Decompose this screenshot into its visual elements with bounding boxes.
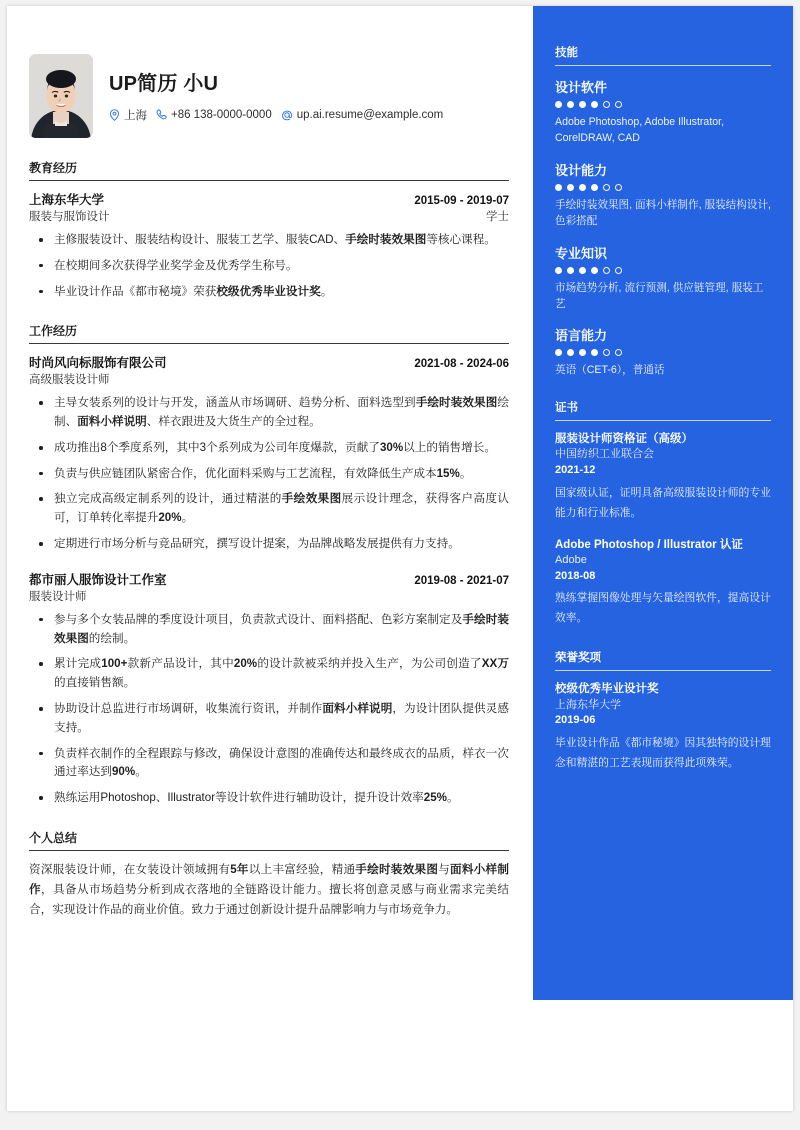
credential-description: 熟练掌握图像处理与矢量绘图软件，提高设计效率。 (555, 592, 771, 625)
skill-level-dot (555, 101, 562, 108)
skill-name: 语言能力 (555, 328, 608, 344)
at-email-icon (281, 109, 293, 121)
sidebar-title-certificates: 证书 (555, 399, 771, 421)
skill-item (555, 160, 771, 230)
skill-item (555, 77, 771, 147)
skill-level-dot (555, 349, 562, 356)
work-title: 高级服装设计师 (29, 374, 110, 387)
credential-title: 校级优秀毕业设计奖 (555, 683, 659, 696)
work-bullets (29, 394, 509, 553)
skill-name: 设计能力 (555, 162, 608, 178)
section-summary (29, 829, 509, 920)
skill-level-dot (603, 184, 610, 191)
skill-level-dot (615, 267, 622, 274)
section-title-summary: 个人总结 (29, 829, 509, 851)
contact-phone-text: +86 138-0000-0000 (171, 108, 272, 121)
main-column (7, 6, 533, 1111)
list-item: 负责样衣制作的全程跟踪与修改，确保设计意图的准确传达和最终成衣的品质，样衣一次通过率达到90%。 (29, 745, 509, 783)
skill-level-dot (567, 184, 574, 191)
list-item: 负责与供应链团队紧密合作，优化面料采购与工艺流程，有效降低生产成本15%。 (29, 465, 509, 484)
skill-level-dot (555, 184, 562, 191)
skill-level-dot (567, 349, 574, 356)
sidebar (533, 6, 793, 1000)
credential-item (555, 538, 771, 630)
work-entry (29, 570, 509, 808)
credential-description: 国家级认证，证明具备高级服装设计师的专业能力和行业标准。 (555, 486, 771, 519)
education-degree: 学士 (486, 211, 509, 223)
credential-item (555, 682, 771, 774)
skill-detail: Adobe Photoshop, Adobe Illustrator, CorelDRAW, CAD (555, 116, 725, 145)
sidebar-section-skills (555, 44, 771, 379)
page-title: UP简历 小U (109, 72, 219, 95)
skill-level (555, 101, 771, 108)
skill-level (555, 267, 771, 274)
skill-level-dot (591, 101, 598, 108)
award-list (555, 682, 771, 774)
skill-level-dot (591, 267, 598, 274)
list-item: 主导女装系列的设计与开发，涵盖从市场调研、趋势分析、面料选型到手绘时装效果图绘制、面料小样说明、样衣跟进及大货生产的全过程。 (29, 394, 509, 432)
list-item: 成功推出8个季度系列，其中3个系列成为公司年度爆款，贡献了30%以上的销售增长。 (29, 439, 509, 458)
resume-page (7, 6, 793, 1111)
skill-list (555, 77, 771, 379)
contact-email-text: up.ai.resume@example.com (296, 108, 444, 121)
skill-name: 专业知识 (555, 245, 608, 261)
identity-block (109, 70, 443, 123)
credential-org: 上海东华大学 (555, 698, 621, 711)
skill-level-dot (603, 101, 610, 108)
skill-level-dot (567, 101, 574, 108)
credential-org: Adobe (555, 554, 587, 567)
work-company: 时尚风向标服饰有限公司 (29, 356, 167, 371)
skill-level-dot (615, 101, 622, 108)
skill-level (555, 184, 771, 191)
avatar (29, 54, 93, 138)
skill-level-dot (555, 267, 562, 274)
sidebar-title-skills: 技能 (555, 44, 771, 66)
contact-location[interactable] (109, 107, 147, 123)
list-item: 熟练运用Photoshop、Illustrator等设计软件进行辅助设计，提升设计效率25%。 (29, 789, 509, 808)
credential-org: 中国纺织工业联合会 (555, 448, 654, 461)
credential-description: 毕业设计作品《都市秘境》因其独特的设计理念和精湛的工艺表现而获得此项殊荣。 (555, 737, 771, 770)
skill-level (555, 349, 771, 356)
resume-header (29, 54, 509, 138)
list-item: 定期进行市场分析与竞品研究，撰写设计提案，为品牌战略发展提供有力支持。 (29, 535, 509, 554)
credential-date: 2021-12 (555, 463, 596, 476)
sidebar-section-certificates (555, 399, 771, 630)
section-work (29, 322, 509, 808)
skill-detail: 市场趋势分析, 流行预测, 供应链管理, 服装工艺 (555, 281, 764, 311)
list-item: 参与多个女装品牌的季度设计项目，负责款式设计、面料搭配、色彩方案制定及手绘时装效果图的绘制。 (29, 611, 509, 649)
list-item: 毕业设计作品《都市秘境》荣获校级优秀毕业设计奖。 (29, 283, 509, 302)
sidebar-title-awards: 荣誉奖项 (555, 649, 771, 671)
work-title: 服装设计师 (29, 590, 87, 603)
sidebar-section-awards (555, 649, 771, 774)
work-bullets (29, 611, 509, 808)
skill-level-dot (615, 184, 622, 191)
skill-level-dot (615, 349, 622, 356)
contact-phone[interactable] (156, 109, 272, 121)
skill-item (555, 325, 771, 378)
credential-title: Adobe Photoshop / Illustrator 认证 (555, 538, 743, 551)
skill-level-dot (579, 267, 586, 274)
credential-date: 2019-06 (555, 714, 596, 727)
list-item: 独立完成高级定制系列的设计，通过精湛的手绘效果图展示设计理念，获得客户高度认可，订单转化率提升20%。 (29, 490, 509, 528)
skill-level-dot (603, 267, 610, 274)
skill-detail: 英语（CET-6），普通话 (555, 364, 665, 377)
skill-name: 设计软件 (555, 80, 608, 95)
skill-level-dot (591, 349, 598, 356)
section-education (29, 159, 509, 301)
skill-level-dot (579, 101, 586, 108)
education-date: 2015-09 - 2019-07 (414, 195, 509, 207)
work-company: 都市丽人服饰设计工作室 (29, 572, 167, 587)
work-date: 2021-08 - 2024-06 (414, 358, 509, 371)
credential-item (555, 432, 771, 524)
location-pin-icon (109, 109, 120, 121)
list-item: 主修服装设计、服装结构设计、服装工艺学、服装CAD、手绘时装效果图等核心课程。 (29, 231, 509, 250)
skill-level-dot (591, 184, 598, 191)
contact-email[interactable] (281, 109, 444, 121)
contact-list (109, 107, 443, 123)
contact-location-text: 上海 (124, 109, 147, 122)
education-entry (29, 190, 509, 301)
work-entry (29, 353, 509, 553)
summary-text: 资深服装设计师，在女装设计领域拥有5年以上丰富经验，精通手绘时装效果图与面料小样制作，具备从市场趋势分析到成衣落地的全链路设计能力。擅长将创意灵感与商业需求完美结合，实现设计作品的商业价值。致力于通过创新设计提升品牌影响力与市场竞争力。 (29, 862, 509, 916)
credential-title: 服装设计师资格证（高级） (555, 432, 693, 445)
skill-level-dot (567, 267, 574, 274)
credential-date: 2018-08 (555, 569, 596, 582)
list-item: 在校期间多次获得学业奖学金及优秀学生称号。 (29, 257, 509, 276)
section-title-work: 工作经历 (29, 322, 509, 344)
skill-item (555, 243, 771, 313)
list-item: 累计完成100+款新产品设计，其中20%的设计款被采纳并投入生产，为公司创造了XX万的直接销售额。 (29, 655, 509, 693)
skill-level-dot (579, 349, 586, 356)
phone-icon (156, 109, 167, 121)
section-title-education: 教育经历 (29, 159, 509, 181)
work-date: 2019-08 - 2021-07 (414, 574, 509, 587)
education-major: 服装与服饰设计 (29, 211, 110, 223)
list-item: 协助设计总监进行市场调研，收集流行资讯，并制作面料小样说明，为设计团队提供灵感支持。 (29, 700, 509, 738)
skill-level-dot (603, 349, 610, 356)
certificate-list (555, 432, 771, 630)
skill-level-dot (579, 184, 586, 191)
education-bullets (29, 231, 509, 301)
education-school: 上海东华大学 (29, 193, 105, 207)
skill-detail: 手绘时装效果图, 面料小样制作, 服装结构设计, 色彩搭配 (555, 198, 771, 228)
